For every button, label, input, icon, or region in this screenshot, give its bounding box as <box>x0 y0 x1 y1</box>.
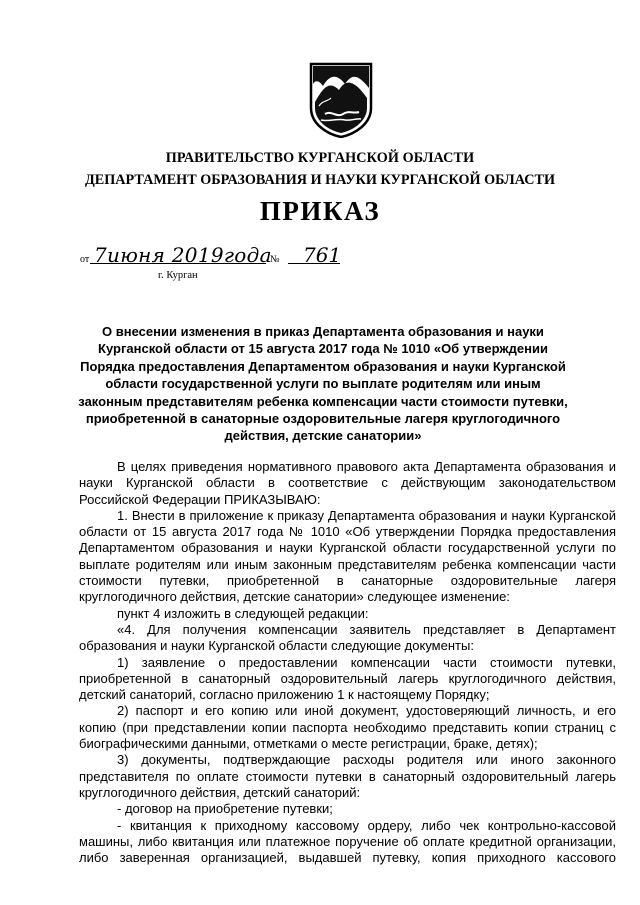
body-line: области от 15 августа 2017 года № 1010 «Об утверждении Порядка предоставления <box>79 524 616 540</box>
body-line: стоимости путевки, приобретенной в санаторные оздоровительные лагеря <box>79 573 616 589</box>
body-line: машины, либо квитанция или платежное поручение об оплате кредитной организации, <box>79 833 616 849</box>
body-line: «4. Для получения компенсации заявитель представляет в Департамент <box>117 621 616 637</box>
date-number-line <box>80 243 400 267</box>
document-type-title: ПРИКАЗ <box>259 196 381 226</box>
body-line: 1) заявление о предоставлении компенсации части стоимости путевки, <box>117 654 616 670</box>
body-line: круглогодичного действия, детские санатории» следующее изменение: <box>79 589 510 605</box>
body-line: детский санаторий, согласно приложению 1 к настоящему Порядку; <box>79 687 490 703</box>
body-line: 3) документы, подтверждающие расходы родителя или иного законного <box>117 752 616 768</box>
body-line: - квитанция к приходному кассовому ордеру, либо чек контрольно-кассовой <box>117 817 616 833</box>
body-line: науки Курганской области в соответствие с действующим законодательством <box>79 475 616 491</box>
date-prefix: от <box>80 254 90 265</box>
body-line: В целях приведения нормативного правового акта Департамента образования и <box>117 459 616 474</box>
body-line: либо заверенная организацией, выдавшей путевку, копия приходного кассового <box>79 850 616 866</box>
body-line: 2) паспорт и его копию или иной документ, удостоверяющий личность, и его <box>117 703 616 719</box>
body-line: образования и науки Курганской области следующие документы: <box>79 638 474 654</box>
number-sign: № <box>270 254 280 265</box>
body-line: Российской Федерации ПРИКАЗЫВАЮ: <box>79 491 321 507</box>
body-line: - договор на приобретение путевки; <box>117 801 333 817</box>
body-line: пункт 4 изложить в следующей редакции: <box>117 605 369 621</box>
handwritten-date: 7июня 2019года <box>94 243 272 267</box>
body-line: круглогодичного действия, детский санаторий: <box>79 784 361 800</box>
kurgan-coat-of-arms-emblem <box>309 62 373 138</box>
body-line: выплате родителям или иным законным представителям ребенка компенсации части <box>79 556 616 572</box>
number-underline <box>288 263 340 264</box>
order-subject: О внесении изменения в приказ Департамента образования и науки Курганской области от 15 августа 2017 года № 1010 «Об утверждении Порядка предоставления Департаментом образования и науки Курганской области государственной услуги по выплате родителям или иным законным представителям ребенка компенсации части стоимости путевки, приобретенной в санаторные оздоровительные лагеря круглогодичного действия, детские санатории» <box>78 324 568 444</box>
body-line: копию (при представлении копии паспорта необходимо представить копии страниц с <box>79 719 616 735</box>
body-line: 1. Внести в приложение к приказу Департамента образования и науки Курганской <box>117 507 616 523</box>
government-name: ПРАВИТЕЛЬСТВО КУРГАНСКОЙ ОБЛАСТИ <box>165 150 475 166</box>
body-line: Департаментом образования и науки Курганской области государственной услуги по <box>79 540 616 556</box>
body-line: приобретенной в санаторный оздоровительный лагерь круглогодичного действия, <box>79 670 616 686</box>
date-underline <box>90 263 266 264</box>
body-line: биографическими данными, отметками о месте регистрации, браке, детях); <box>79 736 538 752</box>
city-label: г. Курган <box>158 270 198 281</box>
department-name: ДЕПАРТАМЕНТ ОБРАЗОВАНИЯ И НАУКИ КУРГАНСКОЙ ОБЛАСТИ <box>84 172 556 188</box>
body-line: представителя по оплате стоимости путевки в санаторный оздоровительный лагерь <box>79 768 616 784</box>
handwritten-number: 761 <box>303 243 342 267</box>
order-body <box>79 459 616 866</box>
